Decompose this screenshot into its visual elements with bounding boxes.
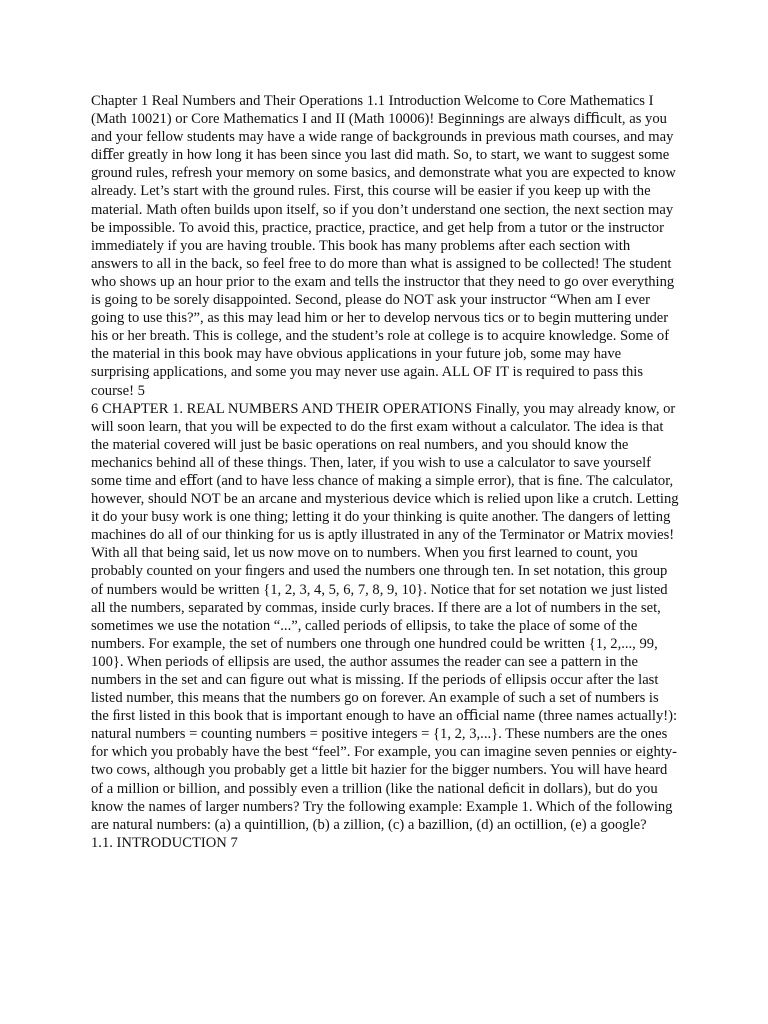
paragraph-page-7-header: 1.1. INTRODUCTION 7	[91, 834, 238, 851]
document-page	[91, 92, 679, 852]
paragraph-chapter-intro: Chapter 1 Real Numbers and Their Operations 1.1 Introduction Welcome to Core Mathematics I (Math 10021) or Core Mathematics I and II (Math 10006)! Beginnings are always diﬃcult, as you and your fellow students may have a wide range of backgrounds in previous math courses, and may diﬀer greatly in how long it has been since you last did math. So, to start, we want to suggest some ground rules, refresh your memory on some basics, and demonstrate what you are expected to know already. Let’s start with the ground rules. First, this course will be easier if you keep up with the material. Math often builds upon itself, so if you don’t understand one section, the next section may be impossible. To avoid this, practice, practice, practice, and get help from a tutor or the instructor immediately if you are having trouble. This book has many problems after each section with answers to all in the back, so feel free to do more than what is assigned to be collected! The student who shows up an hour prior to the exam and tells the instructor that they need to go over everything is going to be sorely disappointed. Second, please do NOT ask your instructor “When am I ever going to use this?”, as this may lead him or her to develop nervous tics or to begin muttering under his or her breath. This is college, and the student’s role at college is to acquire knowledge. Some of the material in this book may have obvious applications in your future job, some may have surprising applications, and some you may never use again. ALL OF IT is required to pass this course! 5	[91, 93, 676, 399]
paragraph-page-6: 6 CHAPTER 1. REAL NUMBERS AND THEIR OPERATIONS Finally, you may already know, or will soon learn, that you will be expected to do the ﬁrst exam without a calculator. The idea is that the material covered will just be basic operations on real numbers, and you should know the mechanics behind all of these things. Then, later, if you wish to use a calculator to save yourself some time and eﬀort (and to have less chance of making a simple error), that is ﬁne. The calculator, however, should NOT be an arcane and mysterious device which is relied upon like a crutch. Letting it do your busy work is one thing; letting it do your thinking is quite another. The dangers of letting machines do all of our thinking for us is aptly illustrated in any of the Terminator or Matrix movies! With all that being said, let us now move on to numbers. When you ﬁrst learned to count, you probably counted on your ﬁngers and used the numbers one through ten. In set notation, this group of numbers would be written {1, 2, 3, 4, 5, 6, 7, 8, 9, 10}. Notice that for set notation we just listed all the numbers, separated by commas, inside curly braces. If there are a lot of numbers in the set, sometimes we use the notation “...”, called periods of ellipsis, to take the place of some of the numbers. For example, the set of numbers one through one hundred could be written {1, 2,..., 99, 100}. When periods of ellipsis are used, the author assumes the reader can see a pattern in the numbers in the set and can ﬁgure out what is missing. If the periods of ellipsis occur after the last listed number, this means that the numbers go on forever. An example of such a set of numbers is the ﬁrst listed in this book that is important enough to have an oﬃcial name (three names actually!): natural numbers = counting numbers = positive integers = {1, 2, 3,...}. These numbers are the ones for which you probably have the best “feel”. For example, you can imagine seven pennies or eighty-two cows, although you probably get a little bit hazier for the bigger numbers. You will have heard of a million or billion, and possibly even a trillion (like the national deﬁcit in dollars), but do you know the names of larger numbers? Try the following example: Example 1. Which of the following are natural numbers: (a) a quintillion, (b) a zillion, (c) a bazillion, (d) an octillion, (e) a google?	[91, 400, 679, 833]
